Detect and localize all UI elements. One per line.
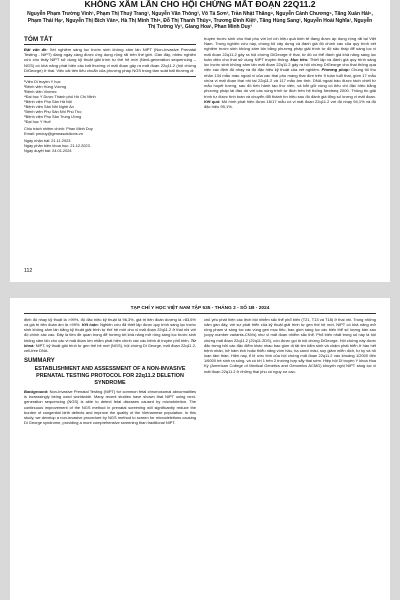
- author-list: Nguyễn Phạm Trường Vinh¹, Phạm Thị Thuý Trang¹, Nguyễn Văn Thông², Võ Tá Sơn³, Trần Nhật Thăng⁴, Nguyễn Cảnh Chương⁵, Tăng Xuân Hải⁶, Phạm Thái Hạ⁷, Nguyễn Thị Bích Vân⁸, Hà Thị Minh Thi⁸, Đỗ Thị Thanh Thủy⁹, Trương Đình Kiệt¹, Tăng Hùng Sang¹, Nguyễn Hoài Nghĩa¹, Nguyễn Thị Tường Vy¹, Giang Hoa¹, Phan Minh Duy¹: [27, 11, 373, 31]
- corresponding-author: [24, 126, 196, 136]
- summary-heading-en: SUMMARY: [24, 358, 55, 365]
- affiliation-item: ¹Viện Di truyền Y học: [24, 79, 61, 85]
- methods-text: Chúng tôi thu nhận 134 mẫu máu ngoại vi của các thai phụ mang thai đơn trên 9 tuần tuổi thai, gồm 17 mẫu chứa vi mất đoạn thai nhi tại 22q11.2 và 117 mẫu âm tính. DNA ngoại bào được tách chiết từ mẫu huyết tương, sau đó tiến hành tạo thư viện, và bắt giữ vùng có tiêu chí đặc hiệu bằng phương pháp lai đầu dò với các vùng trình tự đích trên hệ thống Nextseq 2000. Thông tin giải trình tự được tính toán và chuyển đổi thành tín hiệu sau đó đánh giá tổng số lượng vi mất đoạn.: [204, 67, 376, 99]
- methods-label: Phương pháp:: [321, 67, 350, 73]
- background-label: Background:: [24, 389, 49, 395]
- date-received: Ngày nhận bài: 21.11.2023: [24, 138, 71, 144]
- affiliation-item: ⁹Đại học Y Huế: [24, 119, 51, 125]
- article-title: KHÔNG XÂM LẤN CHO HỘI CHỨNG MẤT ĐOẠN 22Q11.2: [84, 0, 316, 9]
- results-text: Mô hình phát hiện được 16/17 mẫu có vi mất đoạn 22q11.2 với độ nhạy 94,1% và độ đặc hiệu 99,1%.: [204, 98, 376, 110]
- english-abstract: [24, 389, 196, 425]
- summary-heading-vi: TÓM TẮT: [24, 36, 196, 45]
- conclusion-label: Kết luận:: [81, 322, 99, 328]
- conclusion-text: Nghiên cứu đã thiết lập được quy trình sàng lọc trước sinh không xâm lấn bằng kỹ thuật giải trình tự thế hệ mới cho vi mất đoạn 22q11.2 ở thai nhi với độ chính xác cao. Đây là tiền đề quan trọng để hướng tới khả năng mở rộng sàng lọc trước sinh không xâm lấn cho các vi mất đoạn lớn nhằm phát hiện chính xác các bệnh di truyền phổ biến.: [24, 322, 196, 343]
- contact-line: Chịu trách nhiệm chính: Phan Minh Duy: [24, 126, 93, 132]
- contact-email[interactable]: Email: pmduy@geneasolutions.vn: [24, 131, 83, 137]
- english-title: ESTABLISHMENT AND ASSESSMENT OF A NON-INVASIVE PRENATAL TESTING PROTOCOL FOR 22q11.2 DELETION SYNDROME: [34, 366, 186, 387]
- left-column: [24, 36, 196, 153]
- objective-text: Thiết lập và đánh giá quy trình sàng lọc trước sinh không xâm lấn mất đoạn 22q11.2 gây ra hội chứng DiGeorge cho thai thông qua việc xác định độ nhạy và độ đặc hiệu kỹ thuật của xét nghiệm.: [204, 56, 377, 73]
- two-column-body: [24, 36, 376, 153]
- introduction-paragraph: chủ yếu phát hiện các lệch bội nhiễm sắc thể phổ biến (T21, T13 và T18) ở thai nhi. Trong những năm gần đây, với sự phát triển của kỹ thuật giải trình tự gen thế hệ mới, NIPT có khả năng mở rộng phạm vi sàng lọc các vùng gen mục tiêu, bao gồm sàng lọc các biến thể số lượng bản sao (copy number variants-CNVs) như vi mất đoạn nhiễm sắc thể. Phổ biến nhất trong số này là hội chứng mất đoạn 22q11.2 (22q11.2DS), còn được gọi là hội chứng DiGeorge. Hội chứng này được đặc trưng bởi các đặc điểm khác nhau bao gồm dị tật tim bẩm sinh và chậm phát triển ở hầu hết bệnh nhân, hở hàm ếch hoặc thiểu năng vòm hầu, hạ canxi máu, suy giảm miễn dịch, tự kỷ và rối loạn tâm thần. Hiện nay, tỉ lệ ước tính của hội chứng mất đoạn 22q11.2 vào khoảng 1/2000 đến 1/6000 trẻ sinh ra sống, và có tới 1 trên 2 trường hợp sẩy thai sớm. Hiệp hội Di truyền Y khoa Hoa Kỳ (American College of Medical Genetics and Genomics ACMG) khuyến nghị NIPT sàng lọc vi mất đoạn 22q11.2 ở những thai phụ có nguy cơ cao.: [204, 317, 376, 374]
- article-dates: [24, 138, 196, 153]
- journal-running-header: TẠP CHÍ Y HỌC VIỆT NAM TẬP 535 - THÁNG 2 - SỐ 1B - 2024: [24, 306, 376, 314]
- abstract-continuation-text: truyền trước sinh cho thai phụ với lợi ích hiệu quả kinh tế đang được áp dụng rộng rãi tại Việt Nam. Trong nghiên cứu này, chúng tôi xây dựng và đánh giá độ chính xác của quy trình xét nghiệm trước sinh không xâm lấn bằng phương pháp giải trình tự độ sâu thấp để sàng lọc vi mất đoạn 22q11.2 gây ra hội chứng DiGeorge ở thai, từ đó có thể đánh giá khả năng sàng lọc toàn diện cho thai sử dụng NIPT truyền thống.: [204, 35, 376, 62]
- date-reviewed: Ngày phản biện khoa học: 21.12.2023: [24, 143, 90, 149]
- two-column-body: [24, 317, 376, 425]
- affiliation-item: ³Bệnh viện Vinmec: [24, 89, 57, 95]
- abstract-continued: [204, 36, 376, 110]
- date-accepted: Ngày duyệt bài: 24.01.2024: [24, 148, 72, 154]
- document-page-2: [10, 298, 390, 600]
- affiliation-item: ⁶Bệnh viện Sản Nhi Nghệ An: [24, 104, 74, 110]
- abstract-paragraph: [24, 47, 196, 73]
- affiliation-item: ⁴Đại học Y Dược Thành phố Hồ Chí Minh: [24, 94, 96, 100]
- page-number: 112: [24, 268, 33, 274]
- keywords-text: NIPT, kỹ thuật giải trình tự gen thế hệ mới (NGS), hội chứng Di George, mất đoạn 22q11.2, cell-free DNA.: [24, 342, 196, 353]
- right-column: [204, 317, 376, 425]
- document-page-1: [10, 0, 390, 282]
- affiliations: [24, 76, 196, 124]
- affiliation-item: ²Bệnh viện Hùng Vương: [24, 84, 67, 90]
- abstract-label: Đặt vấn đề:: [24, 46, 48, 52]
- right-column: [204, 36, 376, 153]
- results-label: Kết quả:: [204, 98, 221, 104]
- background-text: Non-Invasive Prenatal Testing (NIPT) for common fetal chromosomal abnormalities is increasingly being used worldwide. Many recent studies have shown that NIPT using next-generation sequencing (NGS) is able to detect fetal diseases caused by microdeletion. The continuous improvement of the NGS method in prenatal screening will significantly reduce the burden of congenital birth defects and improve the quality of the Vietnamese population. In this study, we develop a non-invasive procedure by NGS method to screen for microdeletions causing Di George syndrome, providing a more comprehensive screening than traditional NIPT.: [24, 389, 196, 426]
- keywords-label: Từ khoá:: [24, 337, 196, 348]
- affiliation-item: ⁵Bệnh viện Phụ Sản Hà Nội: [24, 99, 72, 105]
- abstract-text: Xét nghiệm sàng lọc trước sinh không xâm lấn NIPT (Non-Invasive Prenatal Testing - NIPT) đang ngày càng được ứng dụng rộng rãi trên thế giới. Gần đây, nhiều nghiên cứu cho thấy NIPT sử dụng kỹ thuật giải trình tự thế hệ mới (Next-generation sequencing – NGS) có khả năng phát hiện các bất thường vi mất đoạn gây ra mất đoạn 22q11.2 (hội chứng DiGeorge) ở thai. Việc cải tiến tiêu chuẩn của phương pháp NGS trong tầm soát bất thường di: [24, 46, 196, 73]
- abstract-results-continued: [24, 317, 196, 353]
- results-continuation: định độ nhạy kỹ thuật là >99%, độ đặc hiệu kỹ thuật là 96,3%, giá trị tiên đoán dương là >83,6% và giá trị tiên đoán âm là >99%.: [24, 317, 196, 328]
- objective-label: Mục tiêu:: [290, 56, 309, 62]
- affiliation-item: ⁷Bệnh viện Phụ Sản Nhi Phú Thọ: [24, 109, 82, 115]
- affiliation-item: ⁸Bệnh viện Phụ Sản Trung Ương: [24, 114, 82, 120]
- left-column: [24, 317, 196, 425]
